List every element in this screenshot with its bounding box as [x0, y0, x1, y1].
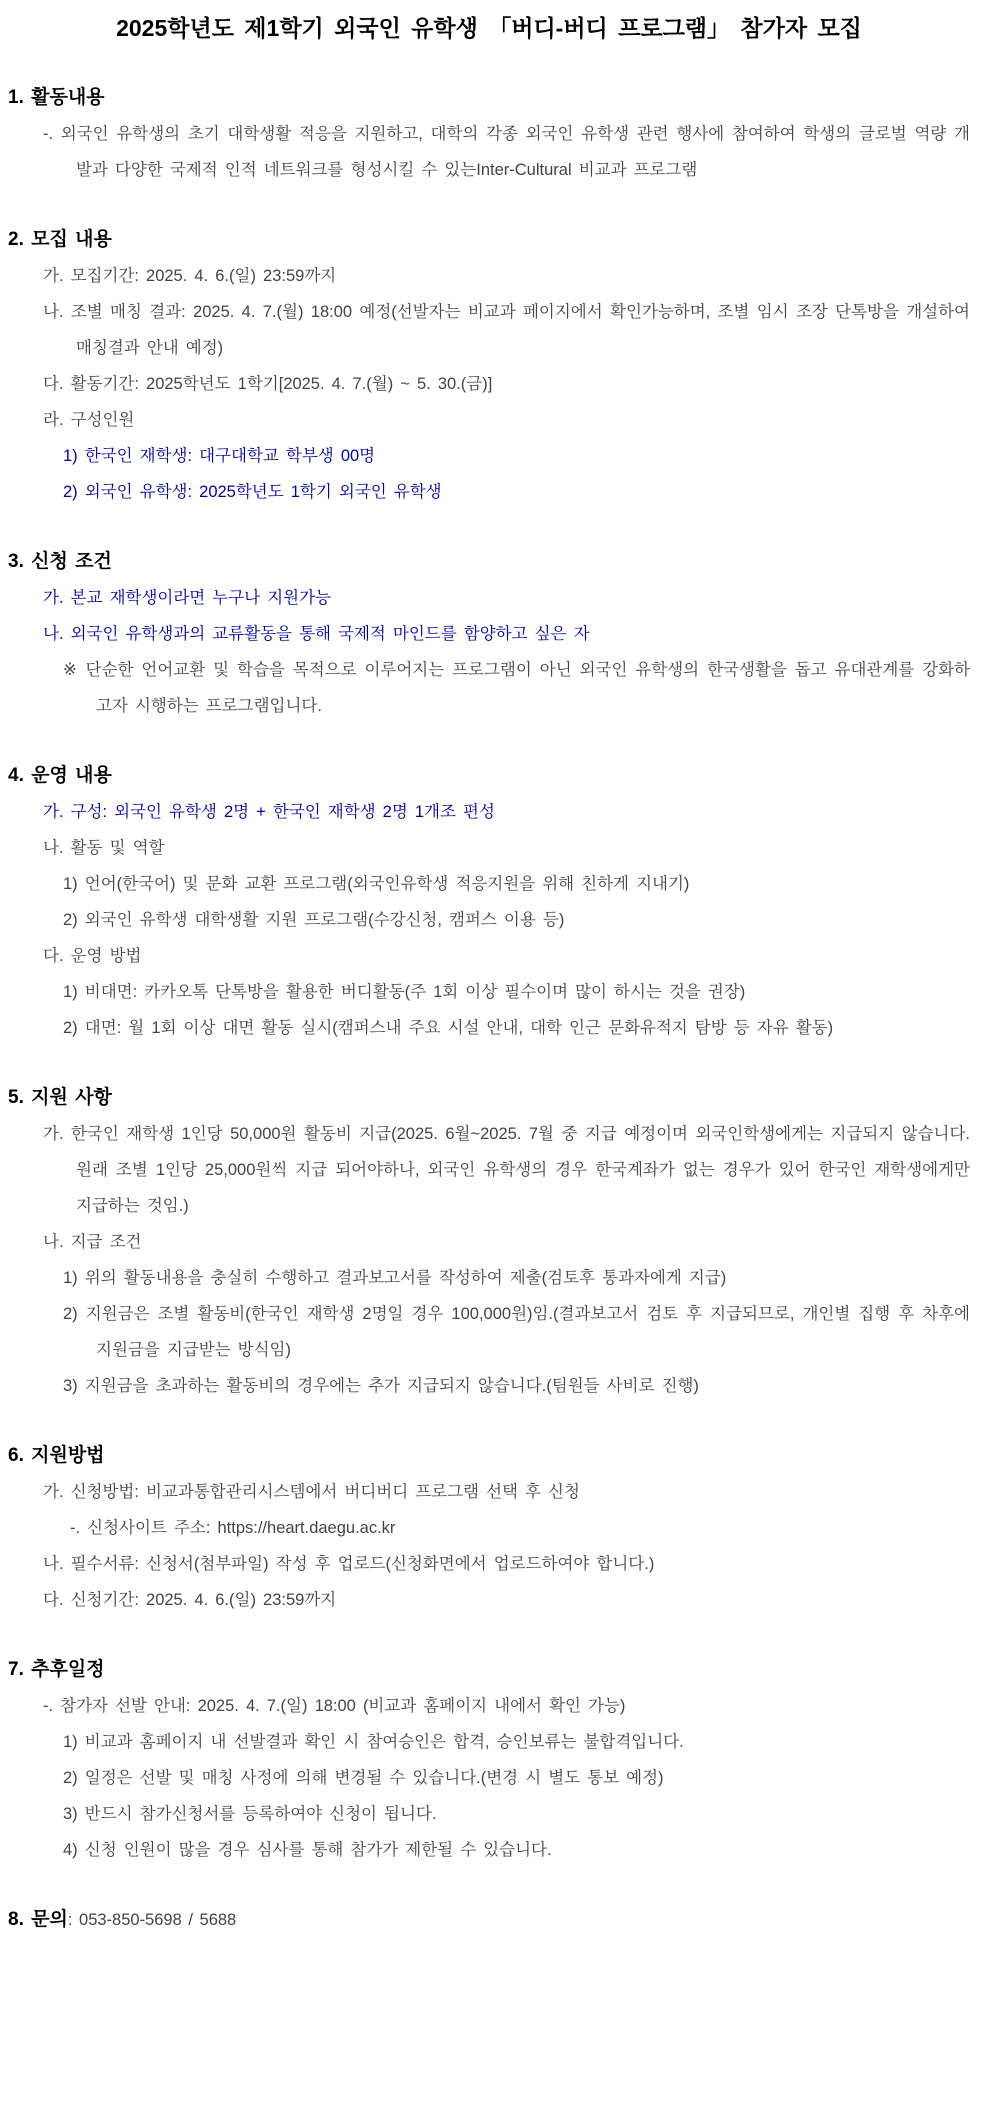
doc-line: 1) 언어(한국어) 및 문화 교환 프로그램(외국인유학생 적응지원을 위해 친하게 지내기)	[63, 875, 690, 893]
doc-line: 다. 운영 방법	[43, 947, 142, 965]
doc-line: 가. 신청방법: 비교과통합관리시스템에서 버디버디 프로그램 선택 후 신청	[43, 1483, 580, 1501]
doc-line: 2) 대면: 월 1회 이상 대면 활동 실시(캠퍼스내 주요 시설 안내, 대학 인근 문화유적지 탐방 등 자유 활동)	[63, 1019, 834, 1037]
page-title: 2025학년도 제1학기 외국인 유학생 「버디-버디 프로그램」 참가자 모집	[116, 15, 862, 41]
section-5	[8, 1080, 970, 1404]
doc-line: 가. 모집기간: 2025. 4. 6.(일) 23:59까지	[43, 267, 337, 285]
doc-line: ※ 단순한 언어교환 및 학습을 목적으로 이루어지는 프로그램이 아닌 외국인 유학생의 한국생활을 돕고 유대관계를 강화하고자 시행하는 프로그램입니다.	[63, 661, 970, 715]
doc-line: 3) 반드시 참가신청서를 등록하여야 신청이 됩니다.	[63, 1805, 437, 1823]
section-7	[8, 1652, 970, 1868]
doc-line: 다. 활동기간: 2025학년도 1학기[2025. 4. 7.(월) ~ 5. 30.(금)]	[43, 375, 493, 393]
doc-line: 나. 조별 매칭 결과: 2025. 4. 7.(월) 18:00 예정(선발자는 비교과 페이지에서 확인가능하며, 조별 임시 조장 단톡방을 개설하여 매칭결과 안내 예정)	[43, 303, 970, 357]
doc-line: 1) 한국인 재학생: 대구대학교 학부생 00명	[63, 447, 376, 465]
section-6	[8, 1438, 970, 1618]
doc-line: 4) 신청 인원이 많을 경우 심사를 통해 참가가 제한될 수 있습니다.	[63, 1841, 552, 1859]
doc-line: 2) 지원금은 조별 활동비(한국인 재학생 2명일 경우 100,000원)임.(결과보고서 검토 후 지급되므로, 개인별 집행 후 차후에 지원금을 지급받는 방식임)	[63, 1305, 970, 1359]
doc-line: 가. 본교 재학생이라면 누구나 지원가능	[43, 589, 331, 607]
section-1-heading	[8, 80, 970, 116]
section-heading-label: 6. 지원방법	[8, 1445, 105, 1466]
section-heading-label: 8. 문의	[8, 1909, 68, 1930]
section-4-heading	[8, 758, 970, 794]
section-5-heading	[8, 1080, 970, 1116]
section-8	[8, 1902, 970, 1938]
doc-line: 가. 한국인 재학생 1인당 50,000원 활동비 지급(2025. 6월~2025. 7월 중 지급 예정이며 외국인학생에게는 지급되지 않습니다. 원래 조별 1인당 25,000원씩 지급 되어야하나, 외국인 유학생의 경우 한국계좌가 없는 경우가 있어 한국인 재학생에게만 지급하는 것임.)	[43, 1125, 970, 1215]
doc-line: 1) 비대면: 카카오톡 단톡방을 활용한 버디활동(주 1회 이상 필수이며 많이 하시는 것을 권장)	[63, 983, 746, 1001]
section-heading-label: 4. 운영 내용	[8, 765, 112, 786]
doc-line: 2) 외국인 유학생: 2025학년도 1학기 외국인 유학생	[63, 483, 442, 501]
doc-line: 라. 구성인원	[43, 411, 135, 429]
doc-line: 2) 일정은 선발 및 매칭 사정에 의해 변경될 수 있습니다.(변경 시 별도 통보 예정)	[63, 1769, 664, 1787]
section-1	[8, 80, 970, 188]
doc-line: 나. 필수서류: 신청서(첨부파일) 작성 후 업로드(신청화면에서 업로드하여야 합니다.)	[43, 1555, 655, 1573]
doc-line: 나. 활동 및 역할	[43, 839, 165, 857]
doc-line: 다. 신청기간: 2025. 4. 6.(일) 23:59까지	[43, 1591, 337, 1609]
doc-line: 3) 지원금을 초과하는 활동비의 경우에는 추가 지급되지 않습니다.(팀원들 사비로 진행)	[63, 1377, 699, 1395]
section-8-heading	[8, 1902, 970, 1938]
doc-line: 2) 외국인 유학생 대학생활 지원 프로그램(수강신청, 캠퍼스 이용 등)	[63, 911, 565, 929]
section-3	[8, 544, 970, 724]
doc-line: 나. 외국인 유학생과의 교류활동을 통해 국제적 마인드를 함양하고 싶은 자	[43, 625, 590, 643]
doc-line: -. 참가자 선발 안내: 2025. 4. 7.(일) 18:00 (비교과 홈페이지 내에서 확인 가능)	[43, 1697, 626, 1715]
section-heading-label: 1. 활동내용	[8, 87, 105, 108]
doc-line: -. 신청사이트 주소: https://heart.daegu.ac.kr	[70, 1519, 396, 1537]
section-heading-label: 3. 신청 조건	[8, 551, 112, 572]
doc-line: 나. 지급 조건	[43, 1233, 142, 1251]
section-heading-label: 7. 추후일정	[8, 1659, 105, 1680]
section-heading-label: 2. 모집 내용	[8, 229, 112, 250]
section-7-heading	[8, 1652, 970, 1688]
document-sections	[8, 80, 970, 1938]
section-3-heading	[8, 544, 970, 580]
doc-line: 1) 비교과 홈페이지 내 선발결과 확인 시 참여승인은 합격, 승인보류는 불합격입니다.	[63, 1733, 684, 1751]
section-2-heading	[8, 222, 970, 258]
section-6-heading	[8, 1438, 970, 1474]
section-4	[8, 758, 970, 1046]
doc-line: 가. 구성: 외국인 유학생 2명 + 한국인 재학생 2명 1개조 편성	[43, 803, 495, 821]
section-heading-label: 5. 지원 사항	[8, 1087, 112, 1108]
doc-line: 1) 위의 활동내용을 충실히 수행하고 결과보고서를 작성하여 제출(검토후 통과자에게 지급)	[63, 1269, 727, 1287]
doc-line: -. 외국인 유학생의 초기 대학생활 적응을 지원하고, 대학의 각종 외국인 유학생 관련 행사에 참여하여 학생의 글로벌 역량 개발과 다양한 국제적 인적 네트워크를 형성시킬 수 있는Inter-Cultural 비교과 프로그램	[43, 125, 970, 179]
section-2	[8, 222, 970, 510]
contact-phone-numbers: : 053-850-5698 / 5688	[67, 1911, 237, 1929]
